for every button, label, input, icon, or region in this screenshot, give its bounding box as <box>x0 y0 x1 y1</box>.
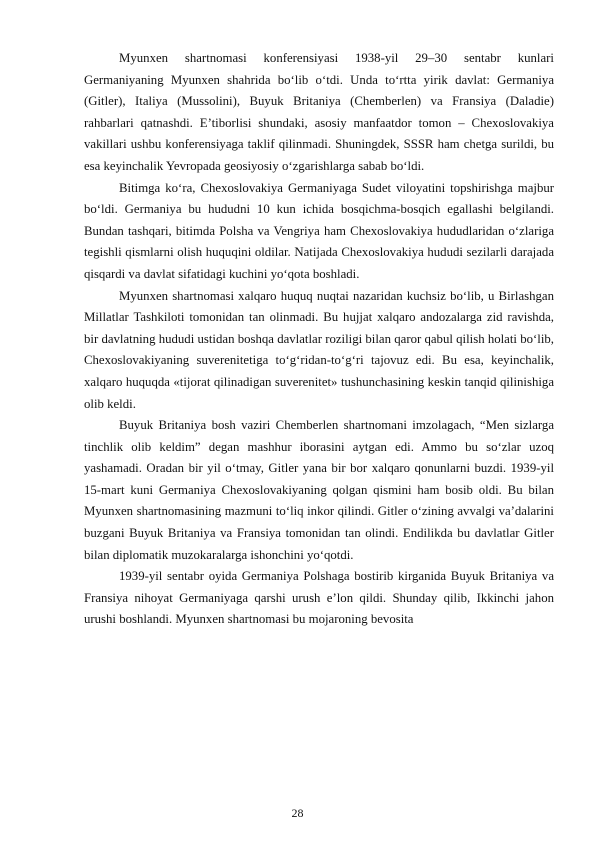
body-text <box>84 48 554 631</box>
paragraph-1: Myunxen shartnomasi konferensiyasi 1938-yil 29–30 sentabr kunlari Germaniyaning Myunxen shahrida bo‘lib o‘tdi. Unda to‘rtta yirik davlat: Germaniya (Gitler), Italiya (Mussolini), Buyuk Britaniya (Chemberlen) va Fransiya (Daladie) rahbarlari qatnashdi. E’tiborlisi shundaki, asosiy manfaatdor tomon – Chexoslovakiya vakillari ushbu konferensiyaga taklif qilinmadi. Shuningdek, SSSR ham chetga surildi, bu esa keyinchalik Yevropada geosiyosiy o‘zgarishlarga sabab bo‘ldi. <box>84 51 554 173</box>
paragraph-2: Bitimga ko‘ra, Chexoslovakiya Germaniyaga Sudet viloyatini topshirishga majbur bo‘ldi. Germaniya bu hududni 10 kun ichida bosqichma-bosqich egallashi belgilandi. Bundan tashqari, bitimda Polsha va Vengriya ham Chexoslovakiya hududlaridan o‘zlariga tegishli qismlarni olish huquqini oldilar. Natijada Chexoslovakiya hududi sezilarli darajada qisqardi va davlat sifatidagi kuchini yo‘qota boshladi. <box>84 180 554 281</box>
paragraph-5: 1939-yil sentabr oyida Germaniya Polshaga bostirib kirganida Buyuk Britaniya va Fransiya nihoyat Germaniyaga qarshi urush e’lon qildi. Shunday qilib, Ikkinchi jahon urushi boshlandi. Myunxen shartnomasi bu mojaroning bevosita <box>84 569 554 627</box>
paragraph-4: Buyuk Britaniya bosh vaziri Chemberlen shartnomani imzolagach, “Men sizlarga tinchlik olib keldim” degan mashhur iborasini aytgan edi. Ammo bu so‘zlar uzoq yashamadi. Oradan bir yil o‘tmay, Gitler yana bir bor xalqaro qonunlarni buzdi. 1939-yil 15-mart kuni Germaniya Chexoslovakiyaning qolgan qismini ham bosib oldi. Bu bilan Myunxen shartnomasining mazmuni to‘liq inkor qilindi. Gitler o‘zining avvalgi va’dalarini buzgani Buyuk Britaniya va Fransiya tomonidan tan olindi. Endilikda bu davlatlar Gitler bilan diplomatik muzokaralarga ishonchini yo‘qotdi. <box>84 418 554 562</box>
paragraph-3: Myunxen shartnomasi xalqaro huquq nuqtai nazaridan kuchsiz bo‘lib, u Birlashgan Millatlar Tashkiloti tomonidan tan olinmadi. Bu hujjat xalqaro andozalarga zid ravishda, bir davlatning hududi ustidan boshqa davlatlar roziligi bilan qaror qabul qilish holati bo‘lib, Chexoslovakiyaning suverenitetiga to‘g‘ridan-to‘g‘ri tajovuz edi. Bu esa, keyinchalik, xalqaro huquqda «tijorat qilinadigan suverenitet» tushunchasining keskin tanqid qilinishiga olib keldi. <box>84 288 554 411</box>
page-number: 28 <box>291 806 304 820</box>
